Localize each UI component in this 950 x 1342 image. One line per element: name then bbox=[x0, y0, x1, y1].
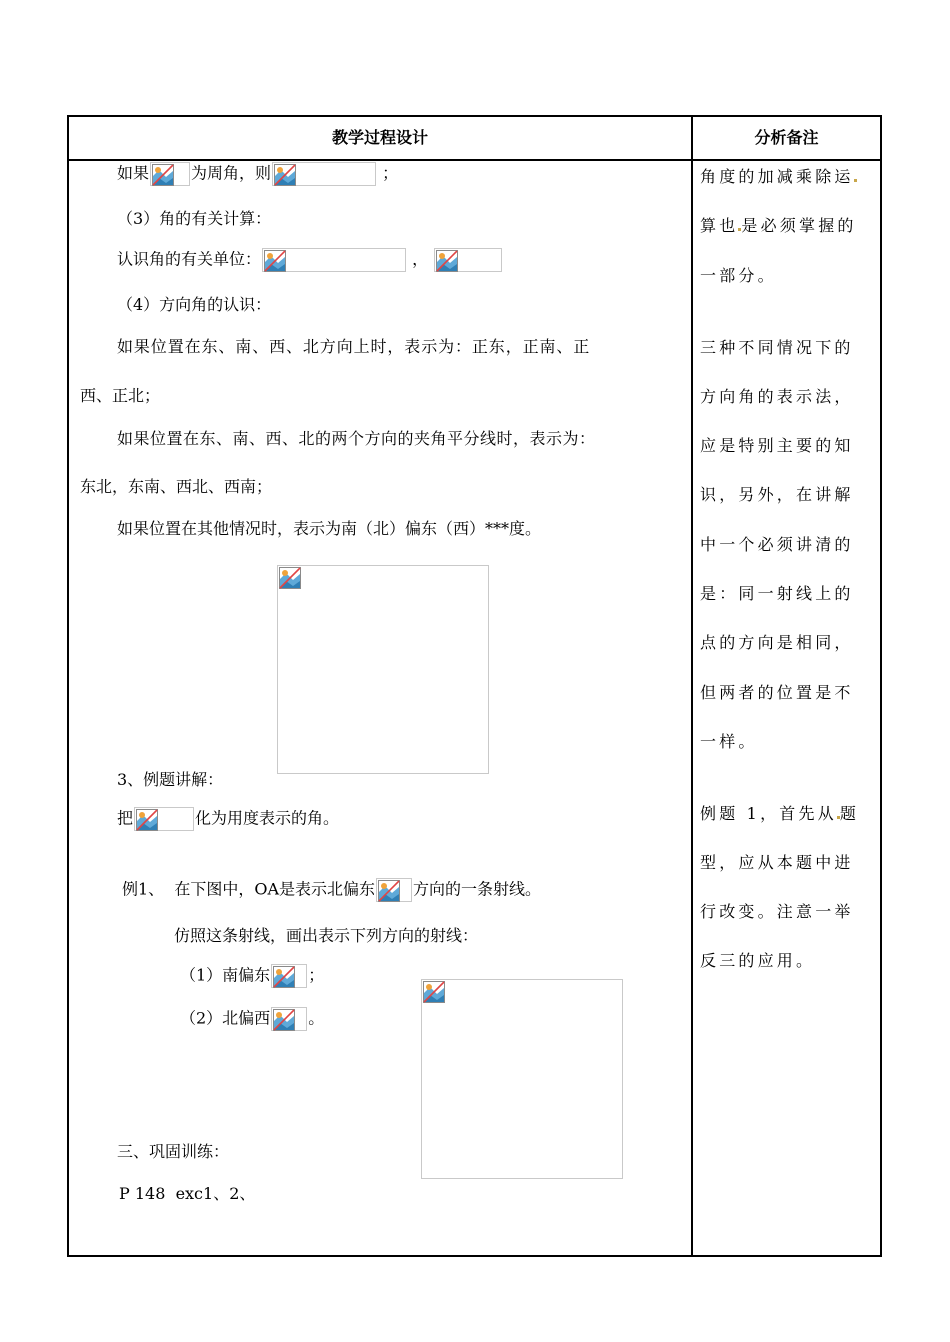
line-example-1: 例1、 在下图中，OA是表示北偏东 方向的一条射线。 bbox=[122, 878, 541, 902]
paragraph-line: 东北，东南、西北、西南； bbox=[80, 477, 273, 496]
column-divider bbox=[691, 117, 693, 1255]
line-exercise: P 148 exc1、2、 bbox=[119, 1184, 256, 1203]
note-line: 是：同一射线上的 bbox=[700, 584, 854, 603]
note-line: 反三的应用。 bbox=[700, 951, 816, 970]
broken-image-icon bbox=[262, 248, 406, 272]
line-angle-calculation: （3）角的有关计算： bbox=[117, 209, 272, 228]
note-line: 角度的加减乘除运 bbox=[700, 167, 857, 187]
line-angle-units: 认识角的有关单位： ， bbox=[117, 248, 503, 272]
note-line: 三种不同情况下的 bbox=[700, 338, 854, 357]
paragraph-line: 如果位置在东、南、西、北方向上时，表示为：正东，正南、正 bbox=[117, 337, 591, 356]
line-northwest: （2）北偏西 。 bbox=[180, 1007, 324, 1031]
broken-image-icon bbox=[376, 878, 412, 902]
broken-image-icon bbox=[277, 565, 489, 774]
paragraph-line: 西、正北； bbox=[80, 386, 161, 405]
note-line: 行改变。注意一举 bbox=[700, 902, 854, 921]
line-convert-angle: 把 化为用度表示的角。 bbox=[117, 807, 339, 831]
note-line: 但两者的位置是不 bbox=[700, 683, 854, 702]
line-instruction: 仿照这条射线，画出表示下列方向的射线： bbox=[174, 926, 479, 945]
note-line: 点的方向是相同， bbox=[700, 633, 854, 652]
header-divider bbox=[69, 159, 880, 161]
section-example: 3、例题讲解： bbox=[117, 770, 224, 789]
paragraph-line: 如果位置在东、南、西、北的两个方向的夹角平分线时，表示为： bbox=[117, 429, 596, 448]
broken-image-icon bbox=[271, 964, 307, 988]
header-teaching-design: 教学过程设计 bbox=[331, 128, 428, 147]
broken-image-icon bbox=[271, 1007, 307, 1031]
broken-image-icon bbox=[150, 162, 190, 186]
note-line: 一样。 bbox=[700, 732, 758, 751]
note-line: 中一个必须讲清的 bbox=[700, 535, 854, 554]
note-line: 算也 是必须掌握的 bbox=[700, 216, 857, 235]
broken-image-icon bbox=[421, 979, 623, 1179]
note-line: 型，应从本题中进 bbox=[700, 853, 854, 872]
line-southeast: （1）南偏东 ； bbox=[180, 964, 324, 988]
note-line: 应是特别主要的知 bbox=[700, 436, 854, 455]
note-line: 例题 1，首先从 题 bbox=[700, 804, 860, 823]
line-direction-angle: （4）方向角的认识： bbox=[117, 295, 272, 314]
note-line: 一部分。 bbox=[700, 266, 777, 285]
note-line: 方向角的表示法， bbox=[700, 387, 854, 406]
paragraph-line: 如果位置在其他情况时，表示为南（北）偏东（西）***度。 bbox=[117, 519, 542, 538]
marker bbox=[854, 179, 857, 182]
section-practice: 三、巩固训练： bbox=[117, 1142, 230, 1161]
header-notes: 分析备注 bbox=[754, 128, 819, 147]
line-full-angle: 如果 为周角，则 ； bbox=[117, 162, 398, 186]
broken-image-icon bbox=[434, 248, 502, 272]
broken-image-icon bbox=[134, 807, 194, 831]
broken-image-icon bbox=[272, 162, 376, 186]
note-line: 识，另外，在讲解 bbox=[700, 485, 854, 504]
